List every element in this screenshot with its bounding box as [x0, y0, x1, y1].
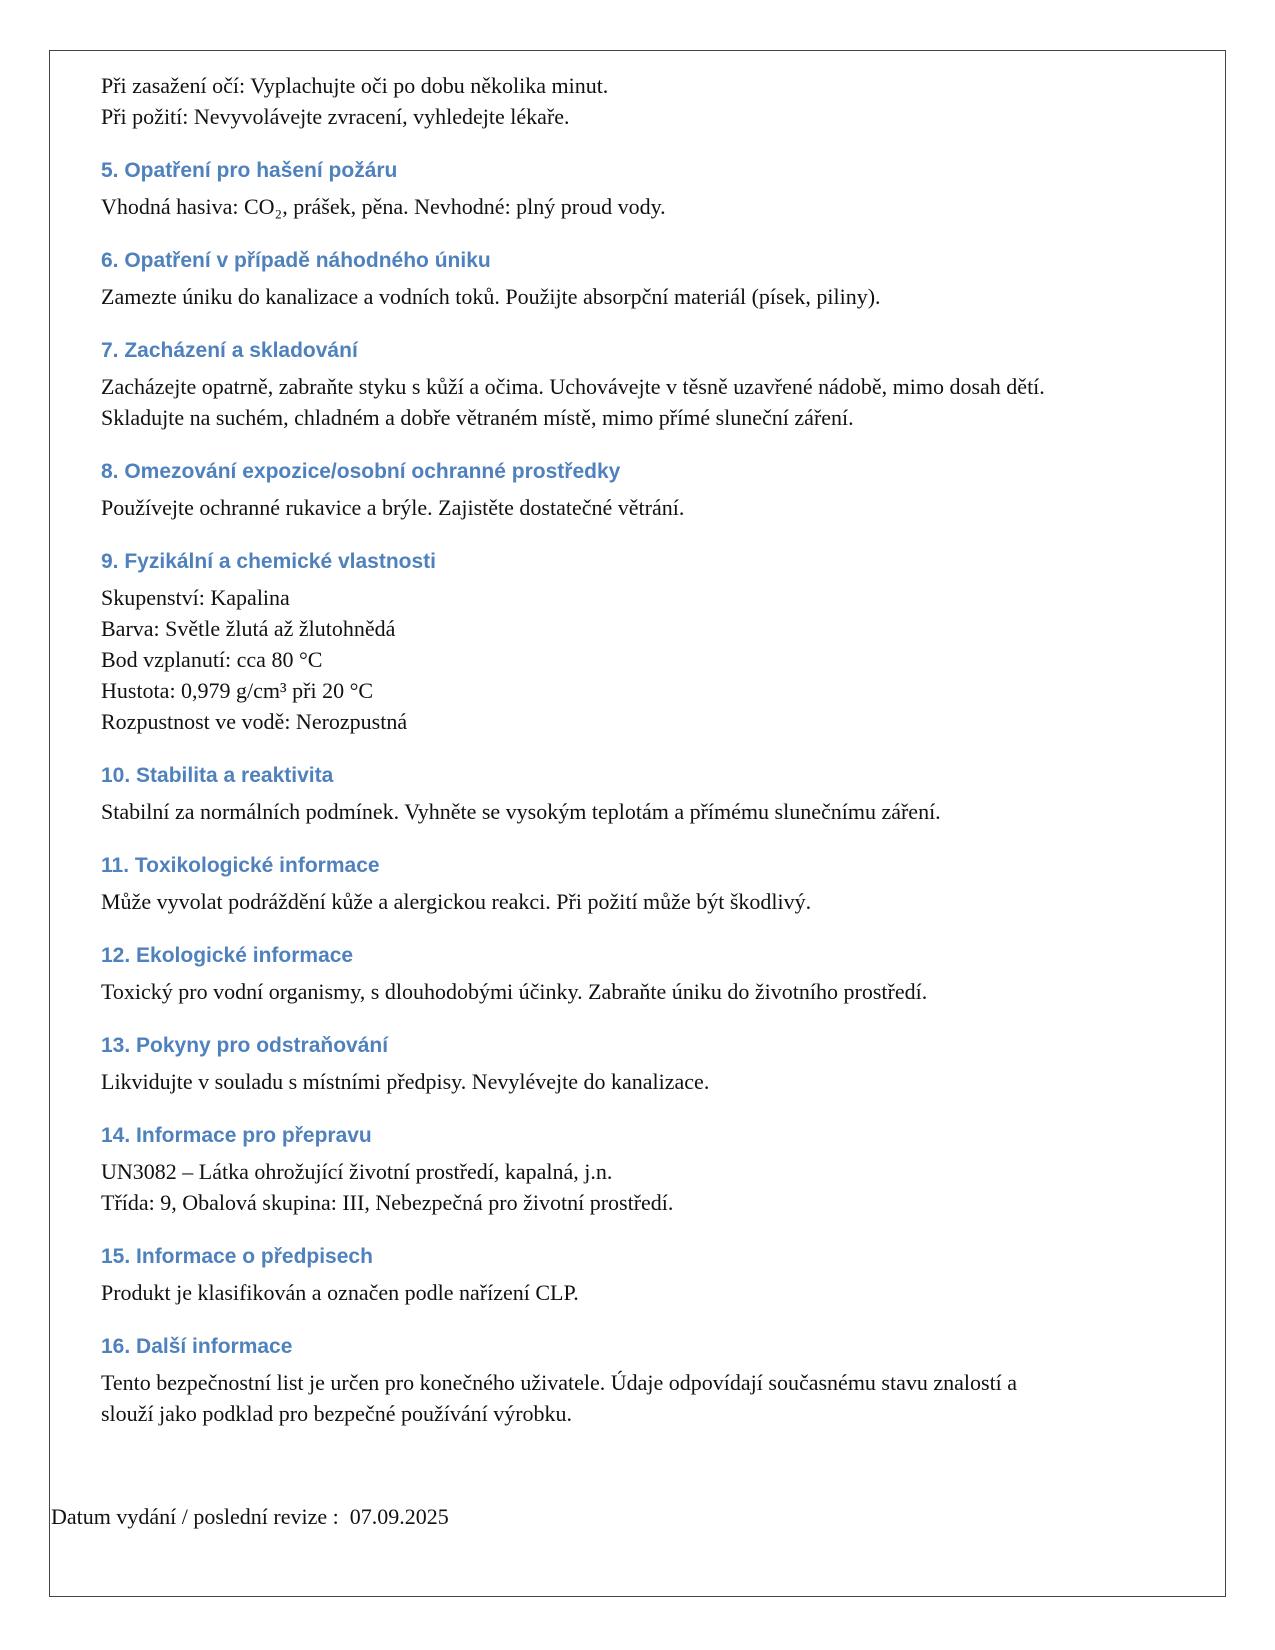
section — [101, 456, 1205, 523]
section-text-line: Stabilní za normálních podmínek. Vyhněte se vysokým teplotám a přímému slunečnímu záření. — [101, 799, 941, 824]
section-heading: 10. Stabilita a reaktivita — [101, 764, 334, 787]
intro-line: Při zasažení očí: Vyplachujte oči po dobu několika minut. — [101, 73, 609, 98]
section-heading: 7. Zacházení a skladování — [101, 339, 358, 362]
section-text-line: Skupenství: Kapalina — [101, 585, 290, 610]
section-text-line: Rozpustnost ve vodě: Nerozpustná — [101, 709, 408, 734]
section — [101, 1241, 1205, 1308]
section-text-line: Třída: 9, Obalová skupina: III, Nebezpečná pro životní prostředí. — [101, 1190, 674, 1215]
section — [101, 546, 1205, 737]
section-heading: 13. Pokyny pro odstraňování — [101, 1034, 389, 1057]
section-text-line: UN3082 – Látka ohrožující životní prostředí, kapalná, j.n. — [101, 1159, 613, 1184]
section-text-line: Vhodná hasiva: CO₂, prášek, pěna. Nevhodné: plný proud vody. — [101, 194, 666, 219]
intro-line: Při požití: Nevyvolávejte zvracení, vyhledejte lékaře. — [101, 104, 570, 129]
section-heading: 16. Další informace — [101, 1335, 293, 1358]
section-text-line: Skladujte na suchém, chladném a dobře větraném místě, mimo přímé sluneční záření. — [101, 405, 854, 430]
section-heading: 5. Opatření pro hašení požáru — [101, 159, 398, 182]
section-text-line: Produkt je klasifikován a označen podle nařízení CLP. — [101, 1280, 579, 1305]
section — [101, 760, 1205, 827]
section — [101, 1331, 1205, 1429]
section-text-line: Může vyvolat podráždění kůže a alergickou reakci. Při požití může být škodlivý. — [101, 889, 812, 914]
section-heading: 11. Toxikologické informace — [101, 854, 380, 877]
section-text-line: slouží jako podklad pro bezpečné používání výrobku. — [101, 1401, 573, 1426]
section-text-line: Zamezte úniku do kanalizace a vodních toků. Použijte absorpční materiál (písek, piliny). — [101, 284, 881, 309]
section-text-line: Bod vzplanutí: cca 80 °C — [101, 647, 323, 672]
section-text-line: Toxický pro vodní organismy, s dlouhodobými účinky. Zabraňte úniku do životního prostředí. — [101, 979, 928, 1004]
section — [101, 155, 1205, 222]
section-text-line: Hustota: 0,979 g/cm³ při 20 °C — [101, 678, 374, 703]
section-heading: 14. Informace pro přepravu — [101, 1124, 372, 1147]
section-text-line: Používejte ochranné rukavice a brýle. Zajistěte dostatečné větrání. — [101, 495, 685, 520]
section — [101, 335, 1205, 433]
section-text-line: Barva: Světle žlutá až žlutohnědá — [101, 616, 396, 641]
section-heading: 9. Fyzikální a chemické vlastnosti — [101, 550, 436, 573]
section-text-line: Tento bezpečnostní list je určen pro konečného uživatele. Údaje odpovídají současnému stavu znalostí a — [101, 1370, 1018, 1395]
section — [101, 245, 1205, 312]
section-heading: 8. Omezování expozice/osobní ochranné prostředky — [101, 460, 621, 483]
section-text-line: Likvidujte v souladu s místními předpisy. Nevylévejte do kanalizace. — [101, 1069, 710, 1094]
document-content — [101, 70, 1205, 1429]
section — [101, 1120, 1205, 1218]
section-heading: 15. Informace o předpisech — [101, 1245, 373, 1268]
page-frame — [49, 50, 1226, 1597]
section — [101, 850, 1205, 917]
revision-date: Datum vydání / poslední revize : 07.09.2025 — [51, 1504, 449, 1529]
section-heading: 12. Ekologické informace — [101, 944, 354, 967]
section-text-line: Zacházejte opatrně, zabraňte styku s kůží a očima. Uchovávejte v těsně uzavřené nádobě, mimo dosah dětí. — [101, 374, 1045, 399]
section — [101, 1030, 1205, 1097]
section-heading: 6. Opatření v případě náhodného úniku — [101, 249, 491, 272]
section — [101, 940, 1205, 1007]
